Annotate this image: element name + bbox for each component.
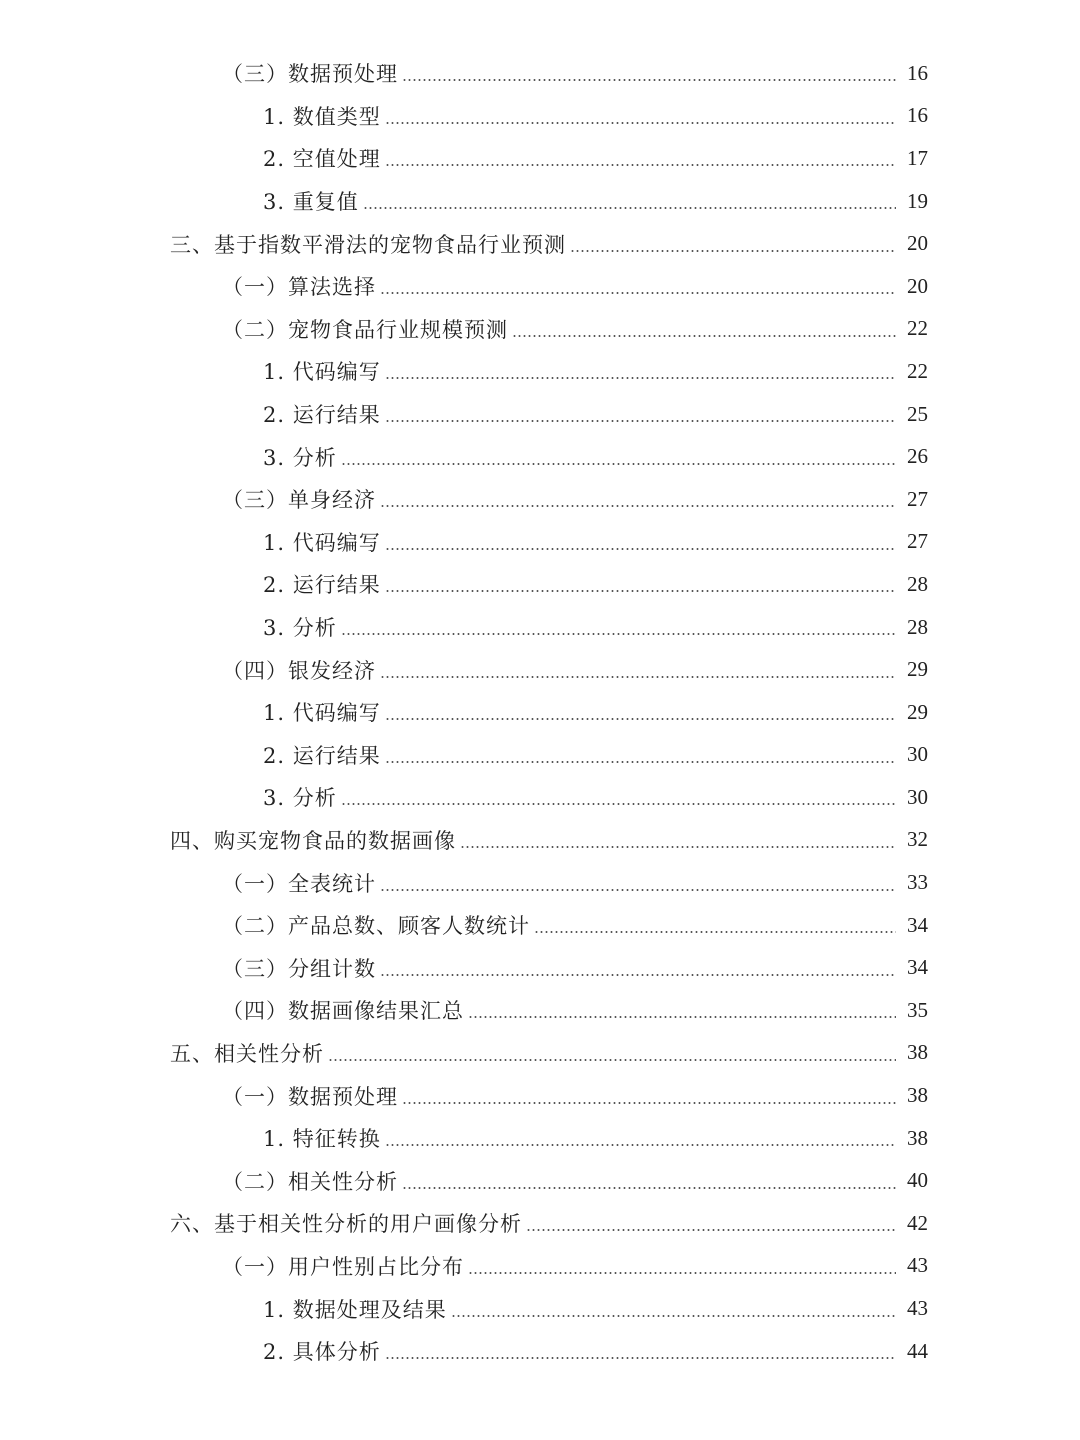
toc-dot-leader: [380, 676, 896, 678]
toc-dot-leader: [385, 1144, 896, 1146]
toc-entry[interactable]: [0, 776, 1080, 819]
toc-entry[interactable]: [0, 946, 1080, 989]
toc-dot-leader: [460, 846, 896, 848]
toc-entry-page-number: 34: [907, 955, 928, 980]
toc-dot-leader: [385, 122, 896, 124]
toc-entry-title: 1. 代码编写: [263, 360, 381, 385]
toc-dot-leader: [385, 1357, 896, 1359]
toc-entry-page-number: 27: [907, 529, 928, 554]
toc-dot-leader: [380, 292, 896, 294]
toc-entry-title: （三）单身经济: [222, 488, 376, 513]
toc-dot-leader: [385, 548, 896, 550]
toc-dot-leader: [380, 505, 896, 507]
toc-entry-page-number: 35: [907, 997, 928, 1022]
toc-entry-title: 2. 具体分析: [263, 1340, 381, 1365]
toc-entry-page-number: 38: [907, 1083, 928, 1108]
toc-entry[interactable]: [0, 1202, 1080, 1245]
toc-entry[interactable]: [0, 521, 1080, 564]
toc-dot-leader: [380, 889, 896, 891]
toc-entry-page-number: 20: [907, 231, 928, 256]
toc-entry-page-number: 30: [907, 784, 928, 809]
toc-entry-title: （三）数据预处理: [222, 62, 398, 87]
toc-entry-page-number: 32: [907, 827, 928, 852]
toc-entry[interactable]: [0, 393, 1080, 436]
toc-entry-title: 五、相关性分析: [170, 1041, 324, 1066]
toc-entry-page-number: 27: [907, 486, 928, 511]
toc-dot-leader: [341, 633, 896, 635]
toc-entry-page-number: 43: [907, 1296, 928, 1321]
toc-dot-leader: [380, 974, 896, 976]
toc-entry-title: 2. 运行结果: [263, 743, 381, 768]
toc-entry-title: 1. 代码编写: [263, 701, 381, 726]
toc-dot-leader: [526, 1229, 896, 1231]
toc-entry[interactable]: [0, 1032, 1080, 1075]
toc-entry-title: 3. 分析: [263, 786, 337, 811]
toc-entry-page-number: 22: [907, 316, 928, 341]
toc-entry[interactable]: [0, 606, 1080, 649]
toc-entry-title: 四、购买宠物食品的数据画像: [170, 828, 456, 853]
toc-entry-title: （四）数据画像结果汇总: [222, 999, 464, 1024]
toc-dot-leader: [385, 164, 896, 166]
toc-entry[interactable]: [0, 648, 1080, 691]
toc-dot-leader: [385, 718, 896, 720]
toc-entry-title: （一）用户性别占比分布: [222, 1254, 464, 1279]
toc-entry[interactable]: [0, 265, 1080, 308]
toc-entry[interactable]: [0, 52, 1080, 95]
toc-entry[interactable]: [0, 308, 1080, 351]
toc-entry-page-number: 29: [907, 699, 928, 724]
toc-dot-leader: [385, 761, 896, 763]
toc-entry[interactable]: [0, 1330, 1080, 1373]
toc-entry-page-number: 29: [907, 657, 928, 682]
toc-entry-title: （一）算法选择: [222, 275, 376, 300]
toc-entry-title: 1. 代码编写: [263, 530, 381, 555]
toc-entry[interactable]: [0, 350, 1080, 393]
toc-entry[interactable]: [0, 819, 1080, 862]
toc-dot-leader: [512, 335, 896, 337]
toc-entry-title: 3. 分析: [263, 445, 337, 470]
toc-dot-leader: [402, 1102, 896, 1104]
toc-entry[interactable]: [0, 734, 1080, 777]
toc-entry-page-number: 34: [907, 912, 928, 937]
toc-entry-title: （二）产品总数、顾客人数统计: [222, 914, 530, 939]
toc-entry-page-number: 16: [907, 60, 928, 85]
toc-dot-leader: [341, 463, 896, 465]
toc-entry-title: 六、基于相关性分析的用户画像分析: [170, 1212, 522, 1237]
toc-dot-leader: [363, 207, 896, 209]
toc-entry[interactable]: [0, 861, 1080, 904]
toc-entry-page-number: 30: [907, 742, 928, 767]
toc-entry-title: （二）宠物食品行业规模预测: [222, 317, 508, 342]
toc-entry-page-number: 25: [907, 401, 928, 426]
toc-entry-title: （二）相关性分析: [222, 1169, 398, 1194]
toc-entry-title: 三、基于指数平滑法的宠物食品行业预测: [170, 232, 566, 257]
toc-entry[interactable]: [0, 222, 1080, 265]
toc-dot-leader: [570, 250, 896, 252]
toc-entry[interactable]: [0, 1117, 1080, 1160]
toc-entry-title: 1. 特征转换: [263, 1127, 381, 1152]
toc-dot-leader: [385, 420, 896, 422]
toc-entry-page-number: 17: [907, 145, 928, 170]
toc-entry[interactable]: [0, 691, 1080, 734]
toc-entry[interactable]: [0, 1245, 1080, 1288]
toc-entry-title: （三）分组计数: [222, 956, 376, 981]
toc-dot-leader: [451, 1315, 896, 1317]
toc-entry-title: 3. 分析: [263, 616, 337, 641]
toc-dot-leader: [385, 590, 896, 592]
toc-dot-leader: [468, 1016, 896, 1018]
toc-entry-title: （四）银发经济: [222, 658, 376, 683]
toc-entry[interactable]: [0, 180, 1080, 223]
toc-entry[interactable]: [0, 904, 1080, 947]
toc-entry-page-number: 44: [907, 1338, 928, 1363]
toc-dot-leader: [468, 1272, 896, 1274]
toc-entry-page-number: 28: [907, 571, 928, 596]
toc-dot-leader: [385, 377, 896, 379]
toc-entry[interactable]: [0, 563, 1080, 606]
toc-entry[interactable]: [0, 1074, 1080, 1117]
toc-entry-page-number: 19: [907, 188, 928, 213]
toc-entry[interactable]: [0, 989, 1080, 1032]
toc-entry[interactable]: [0, 137, 1080, 180]
toc-entry[interactable]: [0, 1159, 1080, 1202]
toc-entry[interactable]: [0, 1287, 1080, 1330]
toc-entry-title: 2. 运行结果: [263, 573, 381, 598]
toc-entry-page-number: 22: [907, 358, 928, 383]
toc-entry-title: （一）全表统计: [222, 871, 376, 896]
toc-entry-page-number: 28: [907, 614, 928, 639]
toc-entry-page-number: 42: [907, 1210, 928, 1235]
toc-dot-leader: [341, 803, 896, 805]
toc-entry[interactable]: [0, 478, 1080, 521]
toc-entry-page-number: 26: [907, 444, 928, 469]
toc-dot-leader: [402, 79, 896, 81]
toc-entry-page-number: 38: [907, 1040, 928, 1065]
toc-entry-title: 3. 重复值: [263, 190, 359, 215]
toc-entry-page-number: 33: [907, 870, 928, 895]
toc-entry-page-number: 40: [907, 1168, 928, 1193]
toc-entry-page-number: 43: [907, 1253, 928, 1278]
table-of-contents: [0, 52, 1080, 1372]
toc-dot-leader: [534, 931, 896, 933]
toc-entry-title: 1. 数据处理及结果: [263, 1297, 447, 1322]
toc-entry-page-number: 38: [907, 1125, 928, 1150]
toc-entry-page-number: 16: [907, 103, 928, 128]
toc-dot-leader: [402, 1187, 896, 1189]
toc-entry-title: 1. 数值类型: [263, 104, 381, 129]
toc-entry[interactable]: [0, 95, 1080, 138]
toc-dot-leader: [328, 1059, 896, 1061]
toc-entry-page-number: 20: [907, 273, 928, 298]
toc-entry-title: 2. 空值处理: [263, 147, 381, 172]
toc-entry-title: 2. 运行结果: [263, 403, 381, 428]
toc-entry[interactable]: [0, 435, 1080, 478]
toc-entry-title: （一）数据预处理: [222, 1084, 398, 1109]
